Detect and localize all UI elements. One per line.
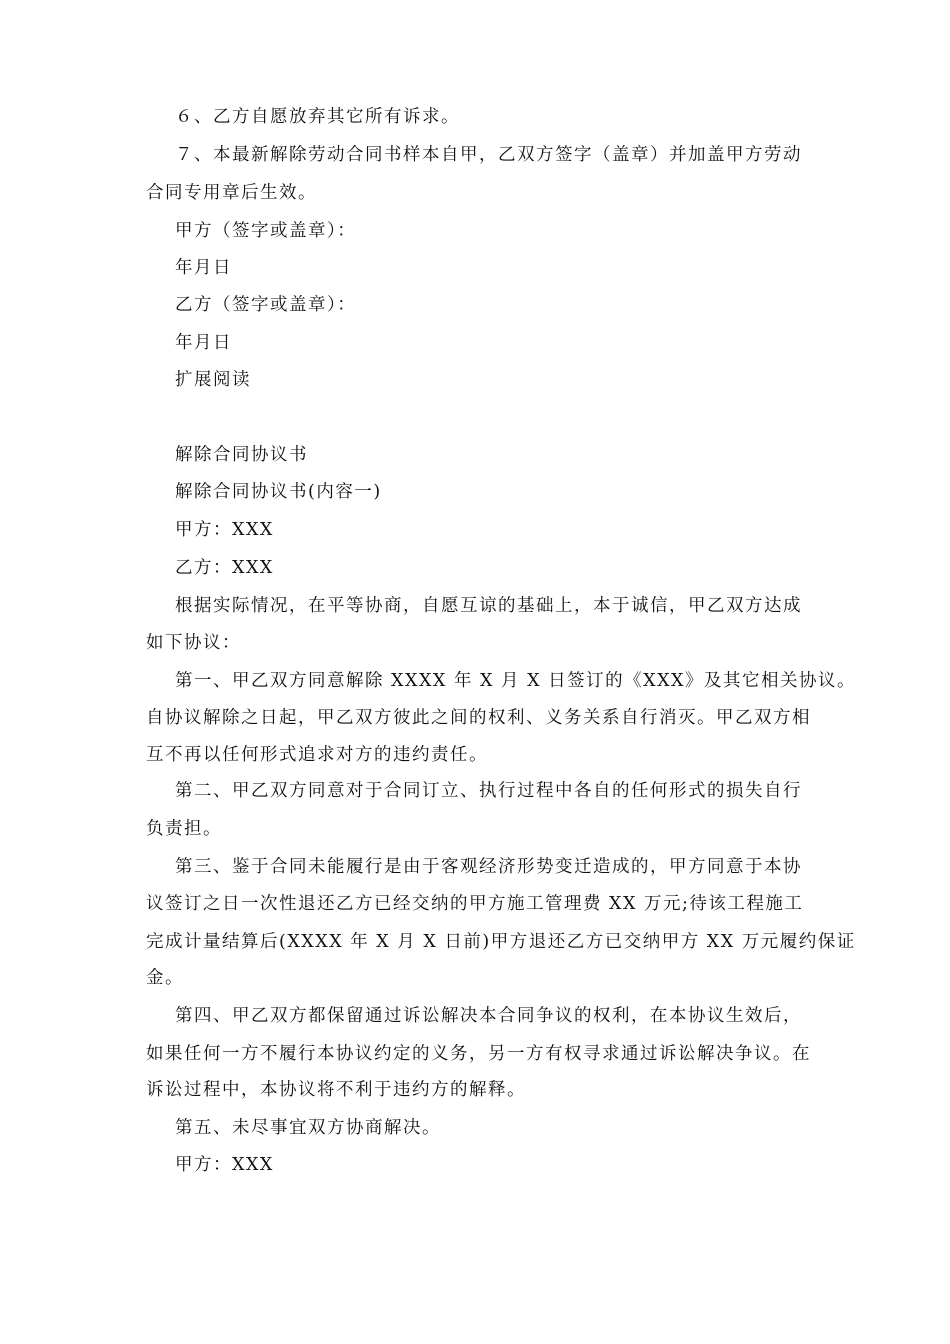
extended-reading-heading: 扩展阅读 xyxy=(175,370,251,390)
preamble-line-2: 如下协议： xyxy=(146,633,241,653)
article-1-line-3: 互不再以任何形式追求对方的违约责任。 xyxy=(146,745,488,765)
article-4-line-3: 诉讼过程中，本协议将不利于违约方的解释。 xyxy=(146,1080,526,1100)
preamble-line-1: 根据实际情况，在平等协商，自愿互谅的基础上，本于诚信，甲乙双方达成 xyxy=(175,596,802,616)
clause-6: ６、乙方自愿放弃其它所有诉求。 xyxy=(175,107,460,127)
party-a-name: 甲方：XXX xyxy=(175,520,274,540)
article-3-line-1: 第三、鉴于合同未能履行是由于客观经济形势变迁造成的，甲方同意于本协 xyxy=(175,857,802,877)
agreement-subtitle: 解除合同协议书(内容一) xyxy=(175,482,382,502)
party-b-name: 乙方：XXX xyxy=(175,558,274,578)
agreement-title: 解除合同协议书 xyxy=(175,445,308,465)
clause-7-line-1: ７、本最新解除劳动合同书样本自甲，乙双方签字（盖章）并加盖甲方劳动 xyxy=(175,145,802,165)
article-4-line-1: 第四、甲乙双方都保留通过诉讼解决本合同争议的权利，在本协议生效后， xyxy=(175,1006,802,1026)
party-b-date: 年月日 xyxy=(175,333,232,353)
article-2-line-2: 负责担。 xyxy=(146,819,222,839)
party-a-signature: 甲方（签字或盖章）： xyxy=(175,221,357,241)
article-4-line-2: 如果任何一方不履行本协议约定的义务，另一方有权寻求通过诉讼解决争议。在 xyxy=(146,1044,811,1064)
article-2-line-1: 第二、甲乙双方同意对于合同订立、执行过程中各自的任何形式的损失自行 xyxy=(175,781,802,801)
article-1-line-1: 第一、甲乙双方同意解除 XXXX 年 X 月 X 日签订的《XXX》及其它相关协议。 xyxy=(175,671,857,691)
party-a-date: 年月日 xyxy=(175,258,232,278)
article-3-line-4: 金。 xyxy=(146,968,184,988)
article-3-line-2: 议签订之日一次性退还乙方已经交纳的甲方施工管理费 XX 万元;待该工程施工 xyxy=(146,894,804,914)
closing-party-a: 甲方：XXX xyxy=(175,1155,274,1175)
article-1-line-2: 自协议解除之日起，甲乙双方彼此之间的权利、义务关系自行消灭。甲乙双方相 xyxy=(146,708,811,728)
clause-7-line-2: 合同专用章后生效。 xyxy=(146,183,317,203)
article-3-line-3: 完成计量结算后(XXXX 年 X 月 X 日前)甲方退还乙方已交纳甲方 XX 万元履约保证 xyxy=(146,932,856,952)
article-5: 第五、未尽事宜双方协商解决。 xyxy=(175,1118,441,1138)
party-b-signature: 乙方（签字或盖章）： xyxy=(175,295,357,315)
